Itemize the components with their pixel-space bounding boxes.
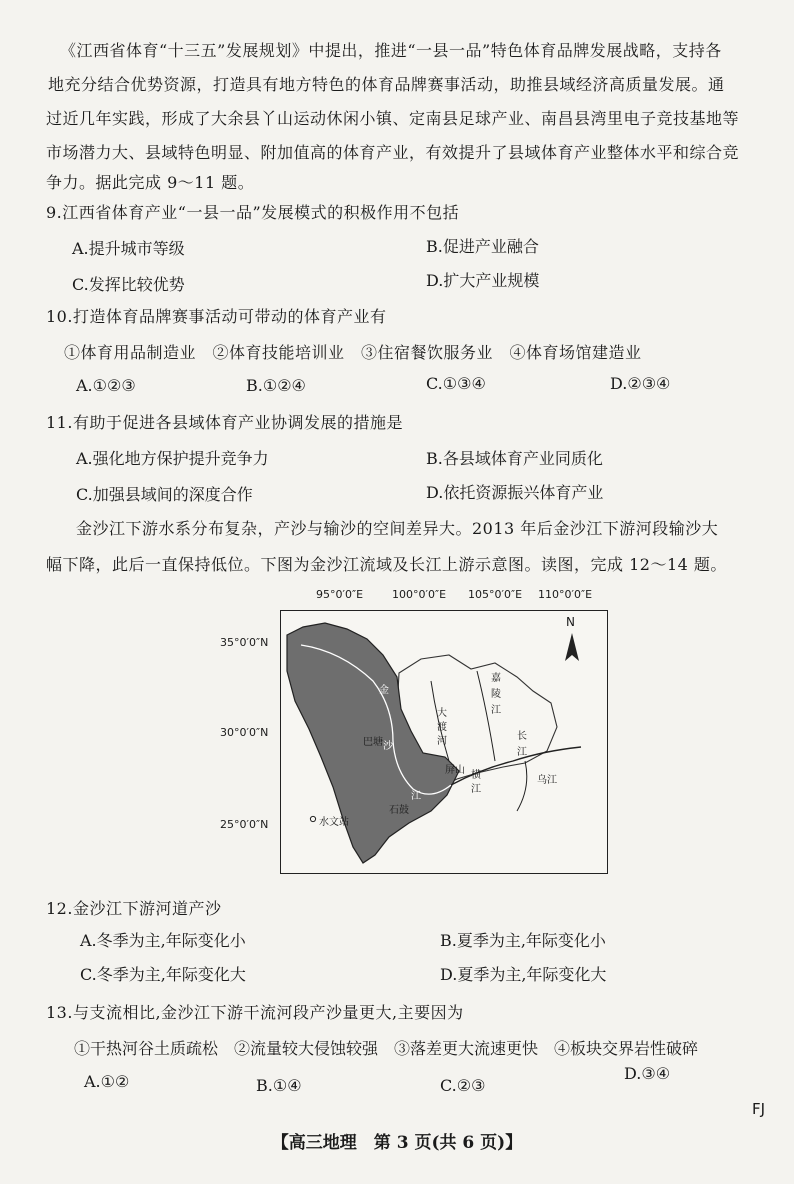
q10-option-a: A.①②③ <box>76 376 136 395</box>
passage1-line5: 争力。据此完成 9～11 题。 <box>46 173 255 192</box>
corner-code: FJ <box>752 1100 766 1118</box>
passage1-line4: 市场潜力大、县域特色明显、附加值高的体育产业，有效提升了县域体育产业整体水平和综合竞 <box>46 143 740 162</box>
q12-option-d: D.夏季为主,年际变化大 <box>440 965 607 984</box>
q10-stem: 10.打造体育品牌赛事活动可带动的体育产业有 <box>46 307 387 326</box>
q11-option-a: A.强化地方保护提升竞争力 <box>76 449 269 468</box>
legend-hydro-station: 水文站 <box>319 817 349 828</box>
q10-option-c: C.①③④ <box>426 374 486 393</box>
q13-stem: 13.与支流相比,金沙江下游干流河段产沙量更大,主要因为 <box>46 1003 464 1022</box>
q12-option-c: C.冬季为主,年际变化大 <box>80 965 246 984</box>
q12-option-b: B.夏季为主,年际变化小 <box>440 931 606 950</box>
map-label-batang: 巴塘 <box>363 737 383 748</box>
lat-label-25: 25°0′0″N <box>220 818 269 831</box>
lat-label-35: 35°0′0″N <box>220 636 269 649</box>
q10-items: ①体育用品制造业 ②体育技能培训业 ③住宿餐饮服务业 ④体育场馆建造业 <box>64 343 642 362</box>
q9-option-c: C.发挥比较优势 <box>72 275 185 294</box>
map-frame <box>280 610 608 874</box>
map-label-jin: 金 <box>379 685 389 696</box>
lon-label-110: 110°0′0″E <box>538 588 593 601</box>
map-label-jialing: 嘉陵江 <box>491 673 501 716</box>
map-label-wu: 乌江 <box>537 775 557 786</box>
map-label-dadu: 大渡河 <box>437 708 447 747</box>
q13-option-a: A.①② <box>84 1072 130 1091</box>
jinsha-river-map <box>220 588 610 888</box>
north-label: N <box>566 615 575 629</box>
passage1-line3: 过近几年实践，形成了大余县丫山运动休闲小镇、定南县足球产业、南昌县湾里电子竞技基地等 <box>46 109 740 128</box>
map-label-hengjiang: 横江 <box>471 770 481 795</box>
q11-stem: 11.有助于促进各县域体育产业协调发展的措施是 <box>46 413 403 432</box>
q10-option-b: B.①②④ <box>246 376 306 395</box>
q9-option-a: A.提升城市等级 <box>72 239 185 258</box>
hydro-station-icon <box>310 816 315 821</box>
q9-option-d: D.扩大产业规模 <box>426 271 540 290</box>
passage1-line1: 《江西省体育“十三五”发展规划》中提出，推进“一县一品”特色体育品牌发展战略，支持各 <box>60 41 722 60</box>
map-label-changjiang: 长江 <box>517 731 527 758</box>
q13-option-b: B.①④ <box>256 1076 302 1095</box>
q13-items: ①干热河谷土质疏松 ②流量较大侵蚀较强 ③落差更大流速更快 ④板块交界岩性破碎 <box>74 1039 699 1058</box>
map-label-jiang: 江 <box>411 791 421 802</box>
q11-option-b: B.各县域体育产业同质化 <box>426 449 603 468</box>
q13-option-c: C.②③ <box>440 1076 486 1095</box>
lon-label-100: 100°0′0″E <box>392 588 447 601</box>
wu-river-line <box>517 761 527 811</box>
q11-option-d: D.依托资源振兴体育产业 <box>426 483 604 502</box>
north-arrow-icon <box>565 633 579 661</box>
lon-label-105: 105°0′0″E <box>468 588 523 601</box>
passage2-line2: 幅下降，此后一直保持低位。下图为金沙江流域及长江上游示意图。读图，完成 12～14 题。 <box>46 555 727 574</box>
lat-label-30: 30°0′0″N <box>220 726 269 739</box>
page-footer: 【高三地理 第 3 页(共 6 页)】 <box>271 1133 523 1153</box>
map-label-sha: 沙 <box>383 741 393 752</box>
passage1-line2: 地充分结合优势资源，打造具有地方特色的体育品牌赛事活动，助推县域经济高质量发展。通 <box>48 75 725 94</box>
q11-option-c: C.加强县域间的深度合作 <box>76 485 253 504</box>
q9-option-b: B.促进产业融合 <box>426 237 539 256</box>
map-label-shigu: 石鼓 <box>389 805 409 816</box>
q10-option-d: D.②③④ <box>610 374 671 393</box>
passage2-line1: 金沙江下游水系分布复杂，产沙与输沙的空间差异大。2013 年后金沙江下游河段输沙大 <box>76 519 719 538</box>
q13-option-d: D.③④ <box>624 1064 671 1083</box>
q12-stem: 12.金沙江下游河道产沙 <box>46 899 222 918</box>
q9-stem: 9.江西省体育产业“一县一品”发展模式的积极作用不包括 <box>46 203 460 222</box>
map-label-pingshan: 屏山 <box>445 765 465 776</box>
lon-label-95: 95°0′0″E <box>316 588 364 601</box>
q12-option-a: A.冬季为主,年际变化小 <box>80 931 246 950</box>
